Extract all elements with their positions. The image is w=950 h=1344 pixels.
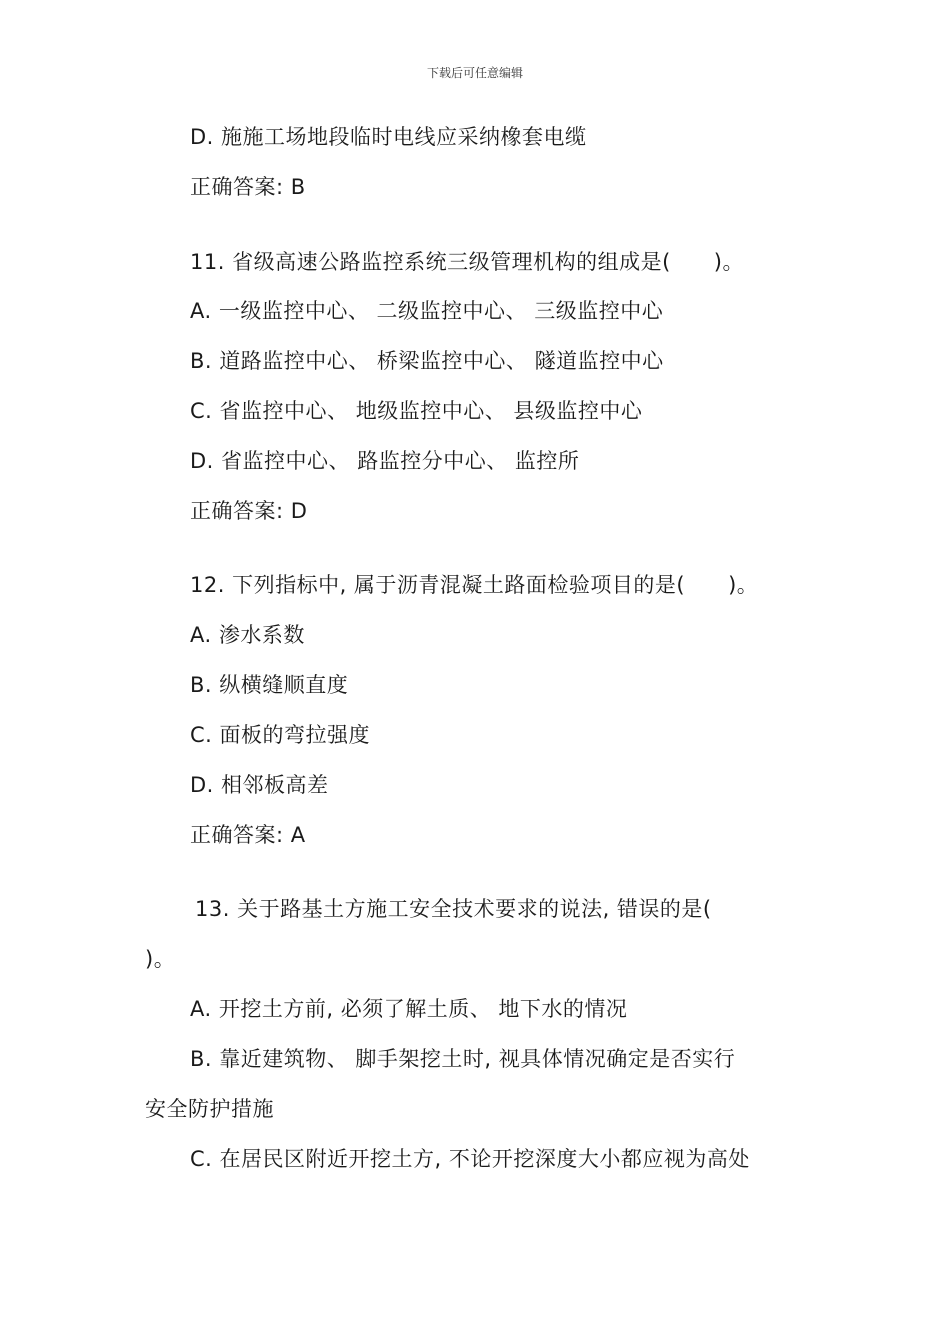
option-b-q11: B. 道路监控中心、 桥梁监控中心、 隧道监控中心 (190, 349, 664, 373)
option-d-q11: D. 省监控中心、 路监控分中心、 监控所 (190, 449, 580, 473)
answer-q11: 正确答案: D (190, 499, 308, 523)
answer-q10: 正确答案: B (190, 175, 306, 199)
option-b-q13: B. 靠近建筑物、 脚手架挖土时, 视具体情况确定是否实行 (190, 1047, 736, 1071)
question-13: 13. 关于路基土方施工安全技术要求的说法, 错误的是( (195, 897, 712, 921)
option-a-q12: A. 渗水系数 (190, 623, 305, 647)
option-d-q12: D. 相邻板高差 (190, 773, 329, 797)
option-c-q11: C. 省监控中心、 地级监控中心、 县级监控中心 (190, 399, 643, 423)
question-12: 12. 下列指标中, 属于沥青混凝土路面检验项目的是( )。 (190, 573, 759, 597)
question-11: 11. 省级高速公路监控系统三级管理机构的组成是( )。 (190, 250, 744, 274)
option-a-q13: A. 开挖土方前, 必须了解土质、 地下水的情况 (190, 997, 628, 1021)
option-c-q12: C. 面板的弯拉强度 (190, 723, 371, 747)
option-a-q11: A. 一级监控中心、 二级监控中心、 三级监控中心 (190, 299, 664, 323)
option-c-q13: C. 在居民区附近开挖土方, 不论开挖深度大小都应视为高处 (190, 1147, 750, 1171)
option-d-q10: D. 施施工场地段临时电线应采纳橡套电缆 (190, 125, 587, 149)
answer-q12: 正确答案: A (190, 823, 306, 847)
option-b-q13-continued: 安全防护措施 (145, 1097, 274, 1121)
page-header: 下载后可任意编辑 (426, 66, 523, 80)
question-13-continued: )。 (145, 947, 176, 971)
option-b-q12: B. 纵横缝顺直度 (190, 673, 349, 697)
